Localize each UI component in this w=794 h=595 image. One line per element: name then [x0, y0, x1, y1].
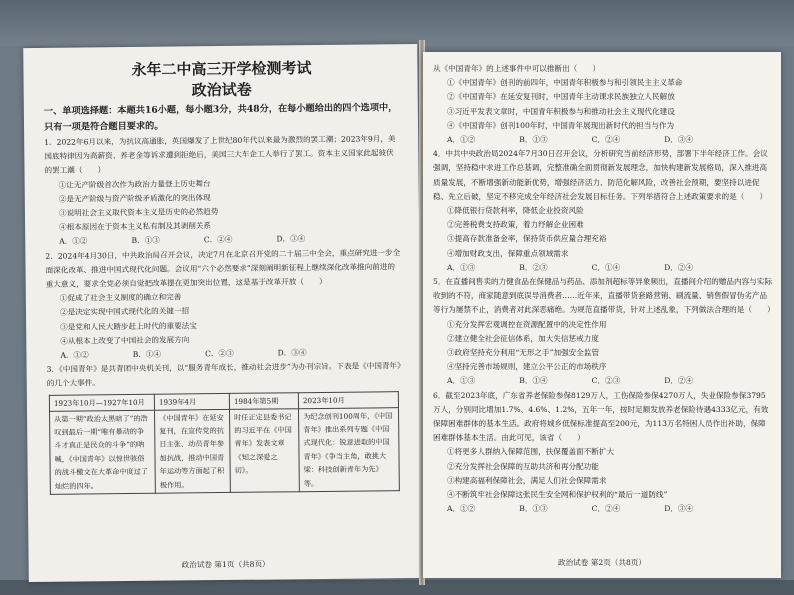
q5-option-2: ②建立健全社会征信体系，加大失信惩戒力度	[447, 333, 599, 343]
events-table	[49, 391, 400, 495]
q3-answer-b: B．①③	[519, 135, 548, 145]
q5-option-3: ③政府坚持充分利用“无形之手”加强安全监管	[447, 348, 600, 358]
q6-option-2: ②充分发挥社会保障的互助共济和再分配功能	[447, 461, 599, 471]
q2-option-2: ②是决定实现中国式现代化的关键一招	[59, 306, 190, 318]
q2-answer-b: B．①④	[132, 349, 162, 359]
q2-option-1: ①促成了社会主义制度的确立和完善	[59, 292, 182, 303]
q5-answers	[433, 374, 773, 388]
q1-option-1: ①让无产阶级首次作为政治力量登上历史舞台	[58, 178, 211, 190]
exam-page-left	[23, 44, 423, 582]
question-1-stem: 1．2022年6月以来，为抗议高通胀，英国爆发了上世纪80年代以来最为激烈的罢工潮；2023年9月，美国底特律因为高薪资、养老金等诉求遭到拒绝后，美国三大车企工人举行了罢工。资本主义国家此起彼伏的罢工潮（ ）	[44, 134, 396, 176]
table-cell-2: 《中国青年》在延安复刊，在宣传党的抗日主张、动员青年参加抗战，推动中国青年运动等方面起了积极作用。	[155, 409, 231, 493]
table-header-4: 2023年10月	[298, 391, 398, 408]
q4-option-4: ④增加财政支出，保障重点领域需求	[447, 248, 569, 258]
photo-background-bottom	[0, 580, 794, 595]
q3-option-3: ③习近平发表文章时，中国青年积极参与和推动社会主义现代化建设	[447, 106, 675, 116]
q6-option-3: ③构建高福利保障社会，满足人们社会保障需求	[447, 475, 607, 485]
q3-option-2: ②《中国青年》在延安复刊时，中国青年主动课求民族独立人民解放	[447, 92, 675, 102]
q5-option-1: ①充分发挥宏观调控在资源配置中的决定性作用	[447, 319, 607, 329]
page-footer-right: 政治试卷 第2页（共8页）	[557, 558, 646, 567]
table-cell-1: 从第一期“政治太黑暗了”的浩叹到最后一期“唯有暴动的争斗才真正是民众的斗争”的呐喊，《中国青年》以惊世骇俗的战斗檄文在大革命中度过了灿烂的四年。	[50, 410, 156, 495]
q4-option-2: ②完善税费支持政策，着力纾解企业困难	[447, 220, 584, 230]
table-header-1: 1923年10月—1927年10月	[49, 394, 154, 411]
q1-option-4: ④根本原因在于资本主义私有制及其剥削关系	[59, 221, 212, 232]
q1-answer-d: D．③④	[276, 234, 306, 244]
photo-background-top	[0, 0, 794, 46]
q6-option-4: ④不断筑牢社会保障这张民生安全网和保护权利的“最后一道防线”	[447, 490, 668, 500]
q2-answer-a: A．①②	[60, 350, 89, 360]
q2-option-4: ④从根本上改变了中国社会的发展方向	[60, 335, 190, 346]
page-footer-left: 政治试卷 第1页（共8页）	[181, 559, 270, 570]
q2-option-3: ③是党和人民大踏步赶上时代的重要法宝	[60, 320, 197, 332]
q6-answer-c: C．②④	[591, 504, 621, 514]
q3-option-1: ①《中国青年》创刊的前四年，中国青年积极参与和引领民主主义革命	[447, 78, 683, 88]
q4-answer-a: A．①③	[447, 262, 476, 272]
exam-subject: 政治试卷	[191, 80, 252, 100]
q3-answer-c: C．②④	[591, 135, 621, 145]
question-3-continued-stem: 从《中国青年》的上述事件中可以推断出（ ）	[433, 64, 601, 73]
q3-option-4: ④《中国青年》创刊100年时，中国青年展现出新时代的担当与作为	[447, 120, 675, 130]
q6-answer-a: A．①②	[447, 504, 476, 514]
table-header-2: 1939年4月	[154, 393, 229, 410]
question-4-stem: 4．中共中央政治局2024年7月30日召开会议，分析研究当前经济形势，部署下半年经济工作。会议强调，坚持稳中求进工作总基调，完整准确全面贯彻新发展理念，加快构建新发展格局，深入推进高质量发展，不断增强新动能新优势，增强经济活力、防范化解风险，改善社会预期，要坚持以进促稳、先立后破，坚定不移完成全年经济社会发展目标任务。下列举措符合上述政策要求的是（ ）	[433, 149, 768, 201]
exam-title: 永年二中高三开学检测考试	[131, 59, 312, 79]
q1-answer-b: B．①③	[131, 236, 160, 246]
question-5-stem: 5．在直播间售卖的力健食品在保健品与药品、添加剂超标等异象频出，直播间介绍的赠品内容与实际收到的不符，商家随意到底误导消费者……近年来，直播带货套路营销、刷流量、销售假冒伪劣产品等行为屡禁不止，消费者对此深恶痛绝。为规范直播带货，针对上述乱象，下列做法合理的是（ ）	[433, 277, 775, 315]
q4-answer-c: C．①④	[591, 262, 621, 272]
question-2-stem: 2．2024年4月30日，中共政治局召开会议，决定7月在北京召开党的二十届三中全会，重点研究进一步全面深化改革、推进中国式现代化问题。会议用“六个必然要求”深刻阐明新征程上继续深化改革推向前进的重大意义，要求全党必须自觉把改革摆在更加突出位置，这是基于改革开放（ ）	[45, 247, 401, 289]
q2-answer-d: D．③④	[277, 348, 307, 358]
question-6-stem: 6．截至2023年底，广东省养老保险参保8129万人，工伤保险参保4270万人，失业保险参保3795万人，分别同比增加1.7%、4.6%、1.2%，五年一年，按时足额发放养老保险待遇4333亿元，有效保障困难群体的基本生活。政府将城乡低保标准提高至200元，为113万名特困人员作出补助，保障困难群体基本生活。由此可见，该省（ ）	[433, 390, 769, 443]
q3-answer-d: D．③④	[664, 135, 694, 145]
q1-option-3: ③说明社会主义取代资本主义是历史的必然趋势	[58, 207, 219, 218]
q6-answer-b: B．①③	[519, 504, 548, 514]
q5-answer-b: B．①④	[519, 376, 548, 386]
q4-option-3: ③提高存款准备金率，保持货币供应量合理充裕	[447, 234, 607, 244]
q2-answer-c: C．②③	[205, 348, 234, 359]
q3-answers	[433, 133, 773, 147]
exam-page-right	[423, 52, 781, 578]
section-heading: 一、单项选择题：本题共16小题，每小题3分，共48分，在每小题给出的四个选项中，只有一项是符合题目要求的。	[43, 102, 398, 133]
q1-answer-c: C．②④	[203, 235, 233, 245]
table-header-3: 1984年第5期	[229, 392, 298, 409]
question-3-stem: 3．《中国青年》是共青团中央机关刊，以“服务青年成长，推动社会进步”为办刊宗旨。下表是《中国青年》的几个大事件。	[46, 361, 401, 389]
q4-answer-b: B．②③	[519, 262, 548, 272]
q4-answers	[433, 261, 773, 275]
q5-answer-d: D．②④	[664, 376, 694, 386]
q1-answer-a: A．①②	[59, 236, 88, 247]
q5-answer-c: C．②③	[591, 376, 621, 386]
q1-option-2: ②是无产阶级与资产阶级矛盾激化的突出体现	[58, 192, 211, 204]
q5-option-4: ④坚持完善市场规则，建立公平公正的市场秩序	[447, 362, 607, 372]
table-cell-3: 时任正定县委书记的习近平在《中国青年》发表文章《知之深爱之切》。	[230, 408, 300, 492]
q3-answer-a: A．①②	[447, 135, 476, 145]
q4-answer-d: D．②④	[664, 262, 694, 272]
q6-answer-d: D．③④	[664, 504, 694, 514]
q5-answer-a: A．①③	[447, 376, 476, 386]
q6-answers	[433, 502, 773, 516]
table-cell-4: 为纪念创刊100周年，《中国青年》推出系列专题《中国式现代化：锐意进取的中国青年》《争当主角，敢挑大梁：科技创新青年为先》等。	[299, 407, 400, 491]
q6-option-1: ①将更多人群纳入保障范围，扶保覆盖面不断扩大	[447, 447, 615, 457]
q4-option-1: ①降低银行贷款利率，降低企业投资风险	[447, 206, 584, 216]
